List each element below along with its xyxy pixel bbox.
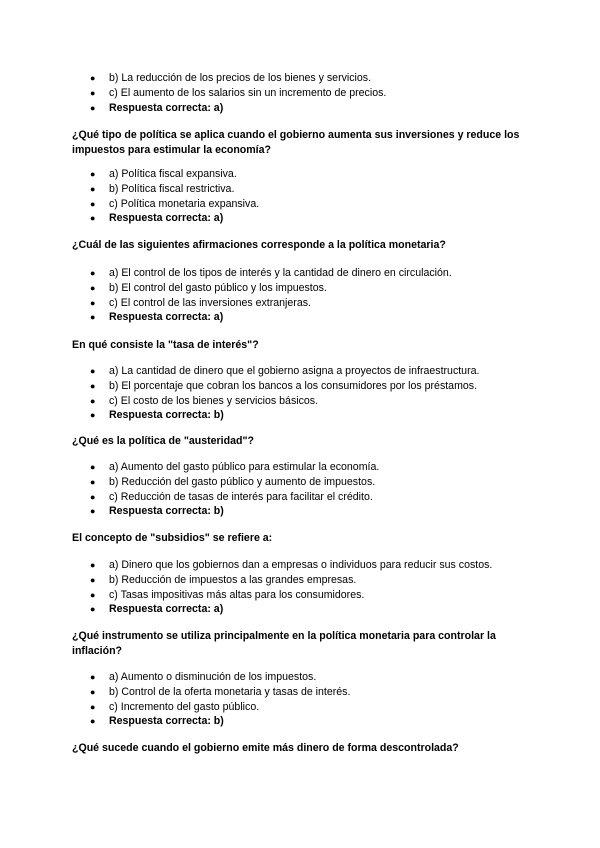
option-text: b) Reducción del gasto público y aumento de impuestos. (109, 475, 376, 488)
bullet-icon: ● (90, 312, 96, 323)
bullet-icon: ● (90, 410, 96, 421)
option-list (90, 558, 530, 617)
option-item (90, 685, 530, 700)
answer-item (90, 504, 530, 519)
option-item (90, 86, 530, 101)
answer-text: Respuesta correcta: b) (109, 505, 224, 518)
option-item (90, 460, 530, 475)
option-text: c) El aumento de los salarios sin un incremento de precios. (109, 86, 387, 99)
question-heading: ¿Qué es la política de "austeridad"? (72, 435, 254, 447)
answer-text: Respuesta correcta: a) (109, 311, 224, 324)
answer-item (90, 211, 530, 226)
option-item (90, 573, 530, 588)
option-text: c) Tasas impositivas más altas para los consumidores. (109, 588, 365, 601)
option-list (90, 670, 530, 729)
option-text: a) Aumento del gasto público para estimular la economía. (109, 461, 380, 473)
answer-text: Respuesta correcta: a) (109, 101, 224, 114)
bullet-icon: ● (90, 701, 96, 712)
bullet-icon: ● (90, 574, 96, 585)
answer-text: Respuesta correcta: b) (109, 409, 224, 422)
bullet-icon: ● (90, 297, 96, 308)
option-text: c) Incremento del gasto público. (109, 700, 260, 713)
option-text: b) El control del gasto público y los impuestos. (109, 281, 327, 294)
option-item (90, 558, 530, 573)
bullet-icon: ● (90, 102, 96, 113)
answer-text: Respuesta correcta: b) (109, 715, 224, 728)
bullet-icon: ● (90, 198, 96, 209)
option-item (90, 379, 530, 394)
option-list (90, 460, 530, 519)
bullet-icon: ● (90, 87, 96, 98)
option-item (90, 490, 530, 505)
answer-item (90, 310, 530, 325)
option-item (90, 266, 530, 281)
question-heading: El concepto de "subsidios" se refiere a: (72, 532, 273, 544)
answer-item (90, 101, 530, 116)
option-text: a) Aumento o disminución de los impuestos. (109, 671, 317, 683)
option-list (90, 71, 530, 115)
bullet-icon: ● (90, 506, 96, 517)
bullet-icon: ● (90, 672, 96, 682)
answer-item (90, 602, 530, 617)
answer-text: Respuesta correcta: a) (109, 603, 224, 616)
option-text: b) Política fiscal restrictiva. (109, 182, 235, 195)
bullet-icon: ● (90, 366, 96, 376)
option-item (90, 394, 530, 409)
option-item (90, 197, 530, 212)
option-text: c) Política monetaria expansiva. (109, 197, 260, 210)
bullet-icon: ● (90, 380, 96, 391)
option-item (90, 364, 530, 379)
bullet-icon: ● (90, 282, 96, 293)
option-item (90, 167, 530, 182)
bullet-icon: ● (90, 183, 96, 194)
bullet-icon: ● (90, 604, 96, 615)
option-item (90, 670, 530, 685)
question-heading: ¿Qué tipo de política se aplica cuando el gobierno aumenta sus inversiones y reduce los impuestos para estimular la economía? (72, 129, 520, 156)
bullet-icon: ● (90, 589, 96, 600)
bullet-icon: ● (90, 686, 96, 697)
bullet-icon: ● (90, 560, 96, 570)
bullet-icon: ● (90, 169, 96, 179)
option-item (90, 296, 530, 311)
option-item (90, 588, 530, 603)
option-text: b) Control de la oferta monetaria y tasas de interés. (109, 685, 351, 698)
option-list (90, 167, 530, 226)
answer-text: Respuesta correcta: a) (109, 212, 224, 225)
question-heading: ¿Cuál de las siguientes afirmaciones corresponde a la política monetaria? (72, 239, 446, 251)
option-text: a) La cantidad de dinero que el gobierno asigna a proyectos de infraestructura. (109, 365, 480, 377)
option-item (90, 71, 530, 86)
option-text: c) El costo de los bienes y servicios básicos. (109, 394, 319, 407)
bullet-icon: ● (90, 716, 96, 727)
bullet-icon: ● (90, 491, 96, 502)
option-item (90, 700, 530, 715)
answer-item (90, 714, 530, 729)
bullet-icon: ● (90, 268, 96, 278)
option-text: c) El control de las inversiones extranjeras. (109, 296, 311, 309)
question-heading: ¿Qué sucede cuando el gobierno emite más dinero de forma descontrolada? (72, 742, 459, 754)
option-text: b) La reducción de los precios de los bienes y servicios. (109, 72, 372, 84)
option-list (90, 266, 530, 325)
option-text: a) El control de los tipos de interés y la cantidad de dinero en circulación. (109, 267, 452, 279)
option-text: b) El porcentaje que cobran los bancos a los consumidores por los préstamos. (109, 379, 478, 392)
bullet-icon: ● (90, 213, 96, 224)
bullet-icon: ● (90, 395, 96, 406)
bullet-icon: ● (90, 476, 96, 487)
question-heading: En qué consiste la "tasa de interés"? (72, 339, 259, 351)
option-text: c) Reducción de tasas de interés para facilitar el crédito. (109, 490, 373, 503)
option-item (90, 182, 530, 197)
bullet-icon: ● (90, 73, 96, 83)
option-text: b) Reducción de impuestos a las grandes empresas. (109, 573, 357, 586)
option-text: a) Política fiscal expansiva. (109, 168, 237, 180)
answer-item (90, 408, 530, 423)
bullet-icon: ● (90, 462, 96, 472)
option-text: a) Dinero que los gobiernos dan a empresas o individuos para reducir sus costos. (109, 559, 493, 571)
option-item (90, 281, 530, 296)
option-item (90, 475, 530, 490)
option-list (90, 364, 530, 423)
question-heading: ¿Qué instrumento se utiliza principalmente en la política monetaria para controlar la inflación? (72, 630, 496, 657)
